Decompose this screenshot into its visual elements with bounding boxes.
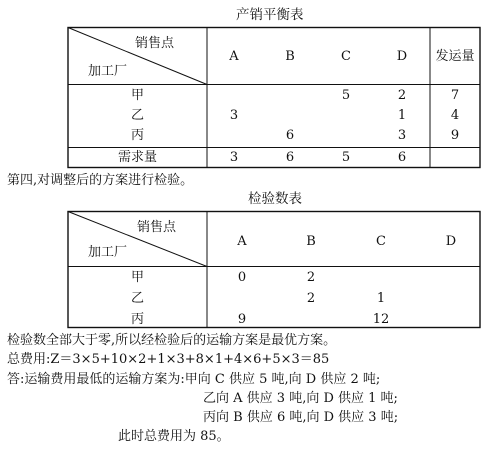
table1-row-label: 甲 (130, 88, 144, 103)
conclusion-line: 检验数全部大于零,所以经检验后的运输方案是最优方案。 (7, 333, 337, 348)
table1-cell: 3 (397, 128, 407, 143)
table2-cell: 2 (306, 270, 316, 285)
table1-col-header: A (229, 49, 239, 64)
table1-cell: 5 (341, 88, 351, 103)
table1-title: 产销平衡表 (236, 7, 304, 23)
table1-cell: 1 (397, 108, 407, 123)
table1-corner-factory-label: 加工厂 (88, 64, 128, 79)
table1-col-header: 发运量 (435, 49, 475, 64)
table2-col-header: C (376, 234, 386, 249)
total-cost-formula: 总费用:Z＝3×5+10×2+1×3+8×1+4×6+5×3＝85 (7, 352, 330, 367)
table1-cell: 7 (450, 88, 460, 103)
table1-cell: 3 (229, 108, 239, 123)
table2-cell: 0 (237, 270, 247, 285)
table2-cell: 9 (237, 312, 247, 327)
table2-row-label: 丙 (130, 312, 144, 327)
table2-col-header: B (306, 234, 316, 249)
table1-demand-cell: 5 (341, 150, 351, 165)
table1-demand-cell: 3 (229, 150, 239, 165)
table2-cell: 2 (306, 291, 316, 306)
answer-total: 此时总费用为 85。 (118, 429, 230, 444)
table1-col-header: B (285, 49, 295, 64)
table2-cell: 1 (376, 291, 386, 306)
table1-cell: 2 (397, 88, 407, 103)
table1-cell: 4 (450, 108, 460, 123)
table1-cell: 6 (285, 128, 295, 143)
table1-row-label: 乙 (130, 108, 144, 123)
answer-line-2: 乙向 A 供应 3 吨,向 D 供应 1 吨; (203, 391, 398, 406)
table1-row-label: 丙 (130, 128, 144, 143)
table2-row-label: 甲 (130, 270, 144, 285)
answer-line-1: 答:运输费用最低的运输方案为:甲向 C 供应 5 吨,向 D 供应 2 吨; (7, 372, 381, 387)
table1-corner-sales-label: 销售点 (135, 36, 175, 51)
answer-line-3: 丙向 B 供应 6 吨,向 D 供应 3 吨; (203, 410, 399, 425)
step4-text: 第四,对调整后的方案进行检验。 (7, 173, 194, 188)
table1-demand-label: 需求量 (117, 150, 157, 165)
table1-col-header: C (341, 49, 351, 64)
table2-title: 检验数表 (248, 191, 302, 207)
table2-col-header: D (445, 234, 457, 249)
table1-demand-cell: 6 (397, 150, 407, 165)
table2-row-label: 乙 (130, 291, 144, 306)
table1-col-header: D (396, 49, 408, 64)
table1-demand-cell: 6 (285, 150, 295, 165)
table2-corner-factory-label: 加工厂 (88, 245, 128, 260)
table2-cell: 12 (372, 312, 390, 327)
table2-corner-sales-label: 销售点 (137, 220, 177, 235)
table1-cell: 9 (450, 128, 460, 143)
table2-col-header: A (237, 234, 247, 249)
